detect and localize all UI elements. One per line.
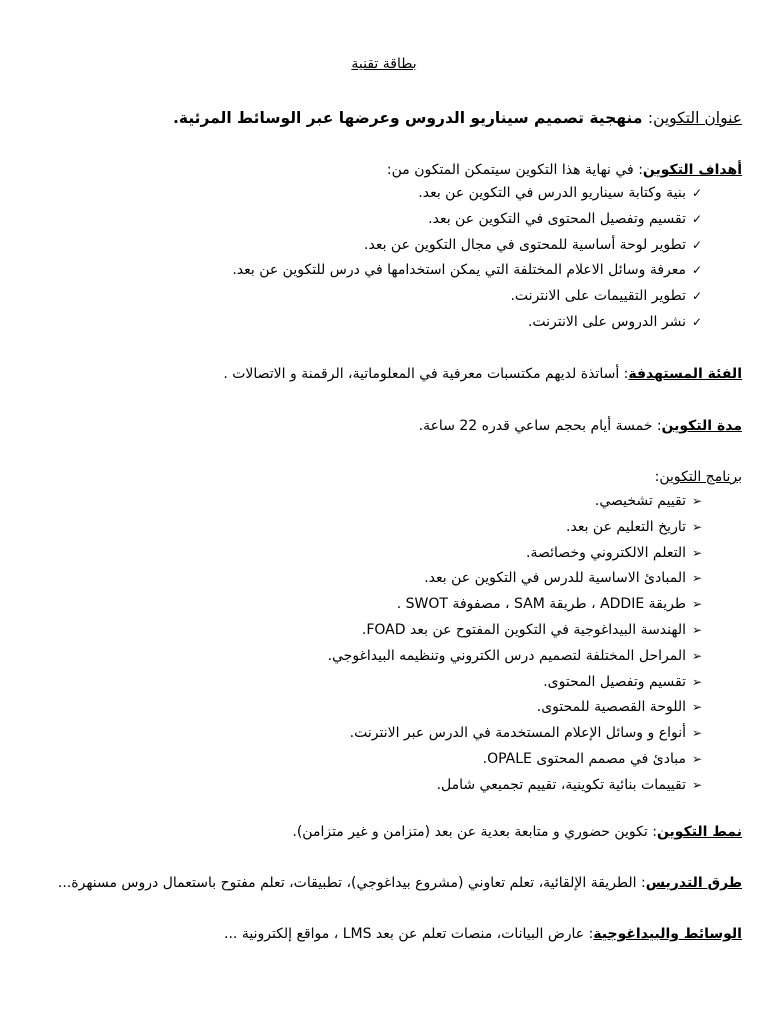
target-line <box>30 362 742 386</box>
mode-line <box>30 820 742 844</box>
course-title-colon: : <box>647 109 654 127</box>
arrow-bullet-icon: ➢ <box>691 622 703 637</box>
duration-colon: : <box>656 418 662 434</box>
checkmark-icon: ✓ <box>691 263 703 278</box>
objective-item: ✓ تطوير التقييمات على الانترنت. <box>20 284 708 310</box>
document-title: بطاقة تقنية <box>351 56 417 72</box>
duration-line <box>30 414 742 438</box>
arrow-bullet-icon: ➢ <box>691 494 703 508</box>
program-list <box>20 489 708 799</box>
program-item: ➢ تقييمات بنائية تكوينية، تقييم تجميعي شامل. <box>20 773 708 799</box>
methods-line <box>30 871 742 895</box>
program-line <box>30 465 742 489</box>
program-colon: : <box>654 469 660 485</box>
objectives-label: أهداف التكوين <box>642 162 742 178</box>
objective-item: ✓ معرفة وسائل الاعلام المختلفة التي يمكن استخدامها في درس للتكوين عن بعد. <box>20 258 708 284</box>
program-item: ➢ تاريخ التعليم عن بعد. <box>20 515 708 541</box>
target-text: أساتذة لديهم مكتسبات معرفية في المعلوماتية، الرقمنة و الاتصالات . <box>223 366 624 382</box>
mode-label: نمط التكوين <box>656 824 742 840</box>
arrow-bullet-icon: ➢ <box>691 571 703 586</box>
program-item: ➢ التعلم الالكتروني وخصائصة. <box>20 541 708 567</box>
objectives-colon: : <box>638 162 643 178</box>
program-item: ➢ طريقة ADDIE ، طريقة SAM ، مصفوفة SWOT . <box>20 592 708 618</box>
program-item: ➢ أنواع و وسائل الإعلام المستخدمة في الدرس عبر الانترنت. <box>20 721 708 747</box>
course-title-label: عنوان التكوين <box>653 109 742 127</box>
arrow-bullet-icon: ➢ <box>691 519 703 534</box>
checkmark-icon: ✓ <box>691 289 703 304</box>
program-label: برنامج التكوين <box>659 469 742 485</box>
objectives-list <box>20 181 708 336</box>
arrow-bullet-icon: ➢ <box>691 700 703 715</box>
objectives-text: في نهاية هذا التكوين سيتمكن المتكون من: <box>386 162 639 178</box>
arrow-bullet-icon: ➢ <box>691 674 703 689</box>
objective-item: ✓ بنية وكتابة سيناريو الدرس في التكوين عن بعد. <box>20 181 708 207</box>
media-line <box>30 922 742 946</box>
arrow-bullet-icon: ➢ <box>691 545 703 560</box>
methods-label: طرق التدريس <box>645 875 742 891</box>
objective-item: ✓ تطوير لوحة أساسية للمحتوى في مجال التكوين عن بعد. <box>20 233 708 259</box>
arrow-bullet-icon: ➢ <box>691 777 703 792</box>
media-colon: : <box>588 926 594 942</box>
duration-label: مدة التكوين <box>661 418 742 434</box>
objective-item: ✓ تقسيم وتفصيل المحتوى في التكوين عن بعد. <box>20 207 708 233</box>
program-item: ➢ تقييم تشخيصي. <box>20 489 708 515</box>
methods-text: الطريقة الإلقائية، تعلم تعاوني (مشروع بيداغوجي)، تطبيقات، تعلم مفتوح باستعمال دروس مسنهرة... <box>57 875 642 891</box>
media-label: الوسائط والبيداغوجية <box>593 926 742 942</box>
objective-item: ✓ نشر الدروس على الانترنت. <box>20 310 708 336</box>
program-item: ➢ مبادئ في مصمم المحتوى OPALE. <box>20 747 708 773</box>
course-title-text: منهجية تصميم سيناريو الدروس وعرضها عبر الوسائط المرئية. <box>173 109 648 127</box>
course-title-line <box>30 106 742 130</box>
mode-text: تكوين حضوري و متابعة بعدية عن بعد (متزامن و غير متزامن). <box>292 824 653 840</box>
program-item: ➢ اللوحة القصصية للمحتوى. <box>20 695 708 721</box>
program-item: ➢ تقسيم وتفصيل المحتوى. <box>20 670 708 696</box>
checkmark-icon: ✓ <box>691 314 703 329</box>
checkmark-icon: ✓ <box>691 237 703 252</box>
checkmark-icon: ✓ <box>691 186 703 200</box>
methods-colon: : <box>641 875 646 891</box>
arrow-bullet-icon: ➢ <box>691 648 703 663</box>
duration-text: خمسة أيام بحجم ساعي قدره 22 ساعة. <box>418 418 657 434</box>
checkmark-icon: ✓ <box>691 211 703 226</box>
arrow-bullet-icon: ➢ <box>691 751 703 766</box>
mode-colon: : <box>652 824 657 840</box>
objectives-line <box>30 158 742 182</box>
media-text: عارض البيانات، منصات تعلم عن بعد LMS ، مواقع إلكترونية ... <box>224 926 589 942</box>
target-label: الفئة المستهدفة <box>628 366 742 382</box>
program-item: ➢ المبادئ الاساسية للدرس في التكوين عن بعد. <box>20 566 708 592</box>
program-item: ➢ المراحل المختلفة لتصميم درس الكتروني وتنظيمه البيداغوجي. <box>20 644 708 670</box>
arrow-bullet-icon: ➢ <box>691 597 703 612</box>
arrow-bullet-icon: ➢ <box>691 726 703 741</box>
target-colon: : <box>623 366 629 382</box>
program-item: ➢ الهندسة البيداغوجية في التكوين المفتوح عن بعد FOAD. <box>20 618 708 644</box>
